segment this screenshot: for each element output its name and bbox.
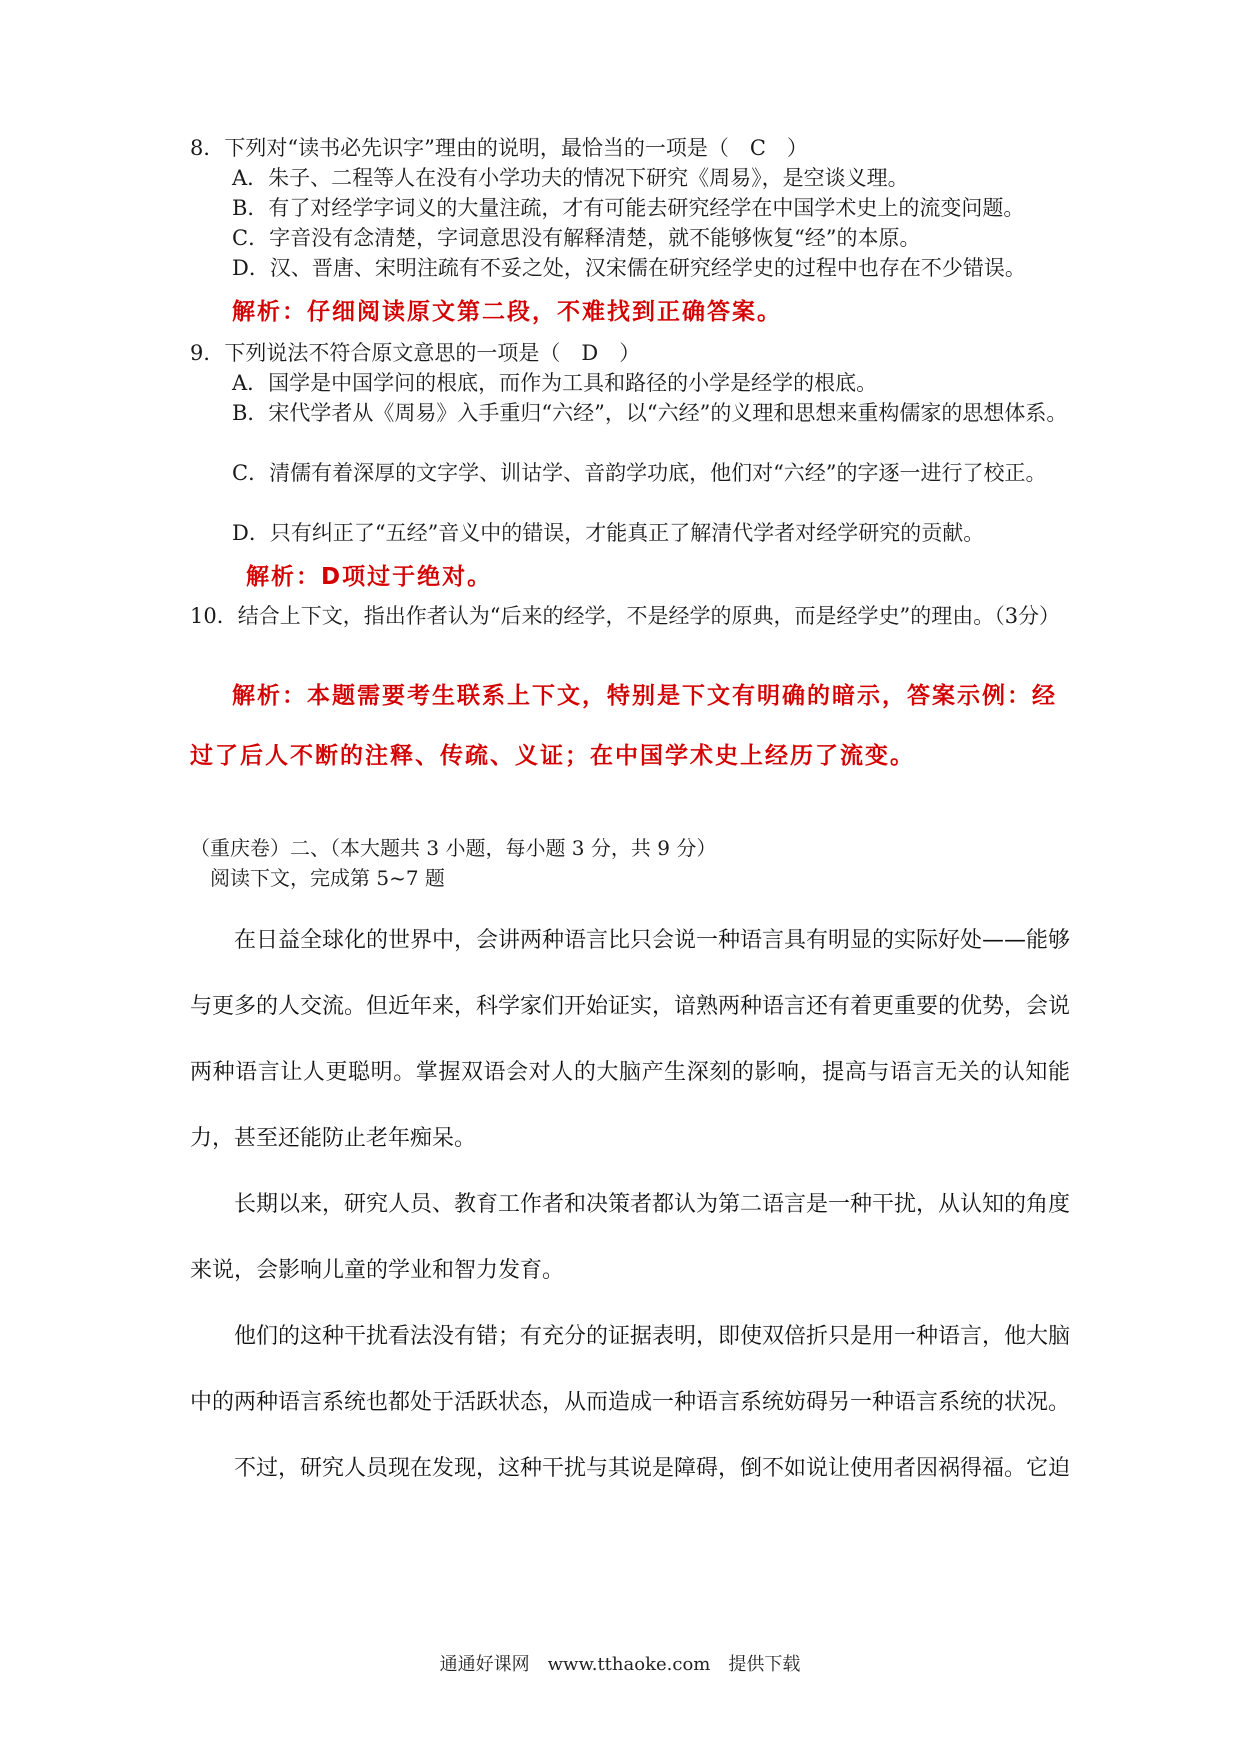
question-8-option-c: C．字音没有念清楚，字词意思没有解释清楚，就不能够恢复“经”的本原。 <box>232 226 921 250</box>
question-10-analysis: 解析：本题需要考生联系上下文，特别是下文有明确的暗示，答案示例：经过了后人不断的注释、传疏、义证；在中国学术史上经历了流变。 <box>190 683 1057 769</box>
question-8-stem: 8．下列对“读书必先识字”理由的说明，最恰当的一项是（ C ） <box>190 136 808 160</box>
question-9-stem: 9．下列说法不符合原文意思的一项是（ D ） <box>190 341 641 365</box>
question-8-analysis: 解析：仔细阅读原文第二段，不难找到正确答案。 <box>232 299 782 325</box>
page-footer: 通通好课网 www.tthaoke.com 提供下载 <box>439 1654 801 1675</box>
passage-paragraph: 他们的这种干扰看法没有错；有充分的证据表明，即使双倍折只是用一种语言，他大脑中的两种语言系统也都处于活跃状态，从而造成一种语言系统妨碍另一种语言系统的状况。 <box>190 1324 1071 1415</box>
question-9-option-a: A．国学是中国学问的根底，而作为工具和路径的小学是经学的根底。 <box>232 371 878 395</box>
passage-paragraph: 不过，研究人员现在发现，这种干扰与其说是障碍，倒不如说让使用者因祸得福。它迫 <box>234 1456 1071 1481</box>
question-10-stem: 10．结合上下文，指出作者认为“后来的经学，不是经学的原典，而是经学史”的理由。（3分） <box>190 604 1061 628</box>
passage-paragraph: 在日益全球化的世界中，会讲两种语言比只会说一种语言具有明显的实际好处——能够与更多的人交流。但近年来，科学家们开始证实，谙熟两种语言还有着更重要的优势，会说两种语言让人更聪明。掌握双语会对人的大脑产生深刻的影响，提高与语言无关的认知能力，甚至还能防止老年痴呆。 <box>190 928 1071 1151</box>
passage-paragraph: 长期以来，研究人员、教育工作者和决策者都认为第二语言是一种干扰，从认知的角度来说，会影响儿童的学业和智力发育。 <box>190 1192 1071 1283</box>
question-9-analysis: 解析：D项过于绝对。 <box>246 564 493 590</box>
question-8-option-d: D．汉、晋唐、宋明注疏有不妥之处，汉宋儒在研究经学史的过程中也存在不少错误。 <box>232 256 1026 280</box>
section-header: （重庆卷）二、（本大题共 3 小题，每小题 3 分，共 9 分） <box>190 836 717 860</box>
reading-passage <box>190 908 1070 1502</box>
question-9-option-d: D．只有纠正了“五经”音义中的错误，才能真正了解清代学者对经学研究的贡献。 <box>232 521 985 545</box>
question-8-option-b: B．有了对经学字词义的大量注疏，才有可能去研究经学在中国学术史上的流变问题。 <box>232 196 1025 220</box>
question-9-option-c: C．清儒有着深厚的文字学、训诂学、音韵学功底，他们对“六经”的字逐一进行了校正。 <box>232 461 1047 485</box>
section-instruction: 阅读下文，完成第 5~7 题 <box>210 866 445 890</box>
question-8-option-a: A．朱子、二程等人在没有小学功夫的情况下研究《周易》，是空谈义理。 <box>232 166 909 190</box>
question-9-option-b: B．宋代学者从《周易》入手重归“六经”，以“六经”的义理和思想来重构儒家的思想体系。 <box>232 401 1068 425</box>
